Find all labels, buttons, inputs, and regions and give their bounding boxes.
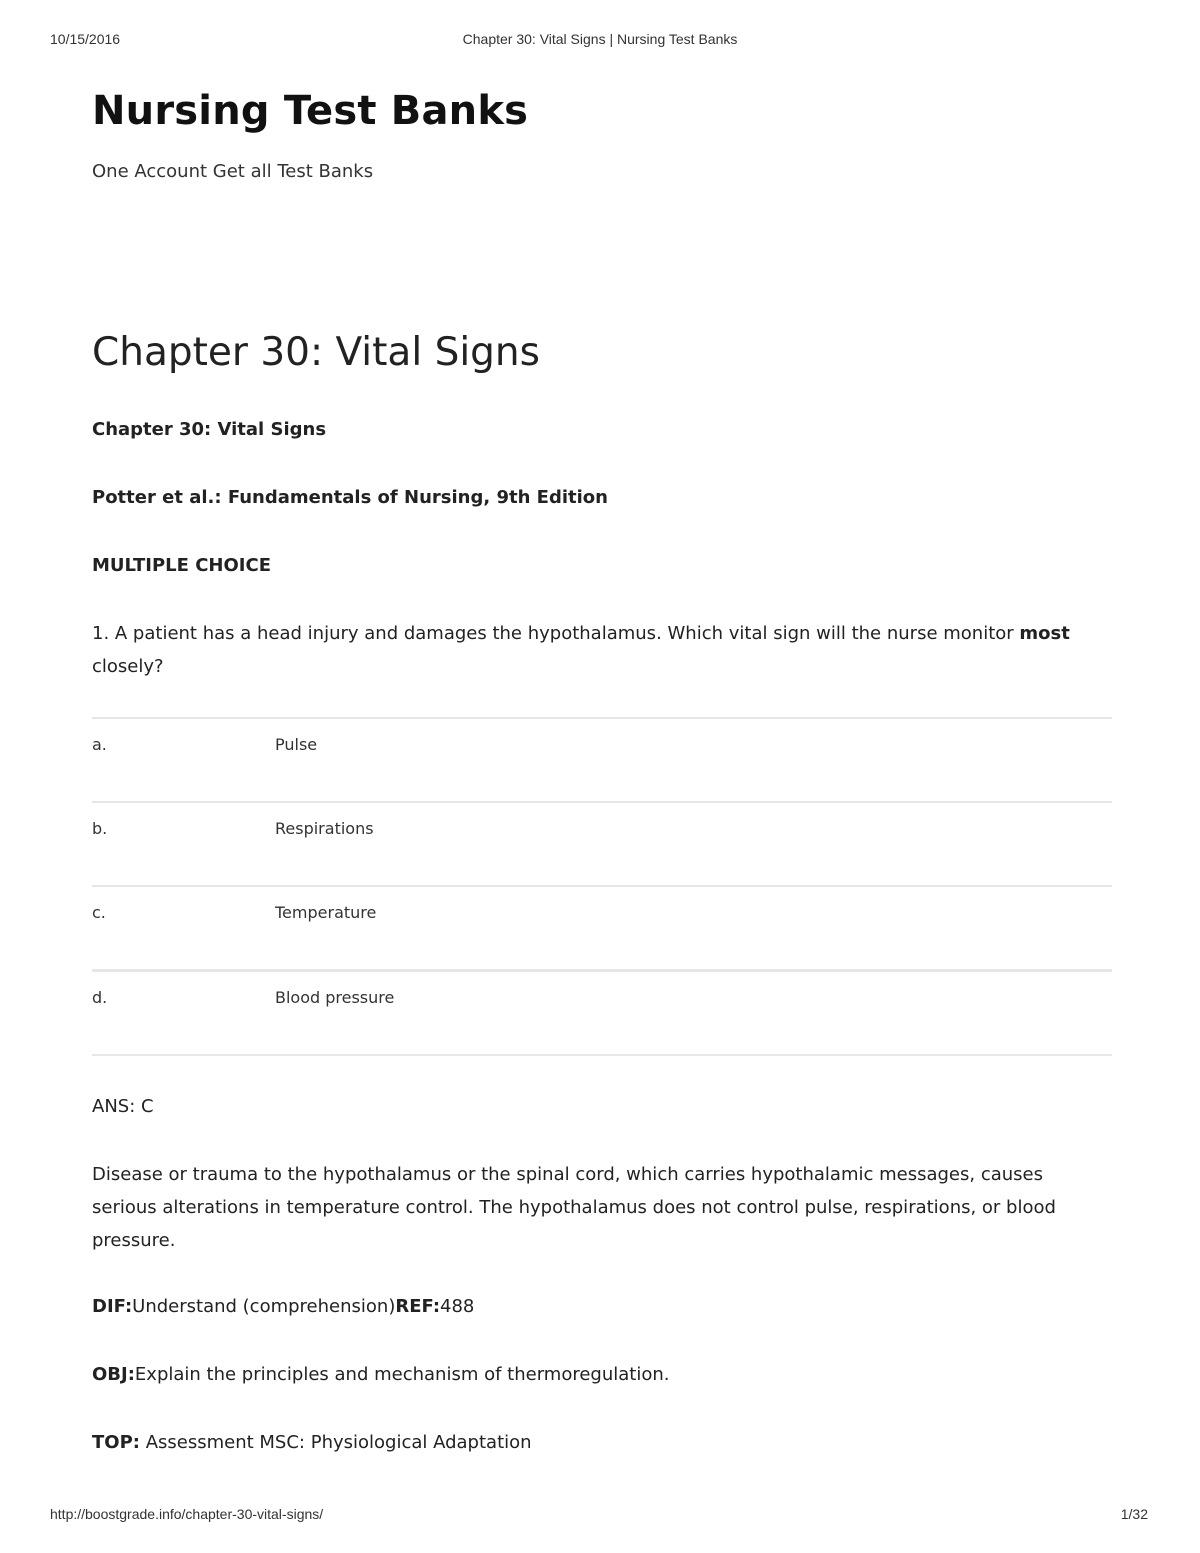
answer-key: ANS: C: [92, 1096, 154, 1117]
difficulty-reference: [92, 1290, 1092, 1323]
site-tagline: One Account Get all Test Banks: [92, 161, 374, 182]
option-text: Pulse: [275, 735, 318, 754]
option-text: Temperature: [275, 903, 377, 922]
answer-options-table: [92, 717, 1112, 1056]
section-heading: MULTIPLE CHOICE: [92, 555, 271, 576]
option-letter: d.: [92, 988, 108, 1007]
obj-value: Explain the principles and mechanism of thermoregulation.: [134, 1364, 670, 1385]
option-row: [92, 803, 1112, 887]
print-footer: [0, 1506, 1200, 1524]
option-row: [92, 887, 1112, 972]
rationale: Disease or trauma to the hypothalamus or the spinal cord, which carries hypothalamic messages, causes serious alterations in temperature control. The hypothalamus does not control pulse, respirations, or blood pressure.: [92, 1164, 1056, 1251]
book-reference: Potter et al.: Fundamentals of Nursing, 9th Edition: [92, 487, 608, 508]
print-header: [0, 31, 1200, 49]
question-text: [92, 617, 1092, 683]
chapter-title: Chapter 30: Vital Signs: [92, 330, 540, 375]
objective: [92, 1358, 1092, 1391]
question-emphasis: most: [1019, 623, 1070, 644]
chapter-subheading: Chapter 30: Vital Signs: [92, 419, 327, 440]
page-url[interactable]: http://boostgrade.info/chapter-30-vital-signs/: [50, 1506, 324, 1522]
top-value: Assessment MSC: Physiological Adaptation: [139, 1432, 532, 1453]
ref-value: 488: [440, 1296, 475, 1317]
option-letter: a.: [92, 735, 107, 754]
topic: [92, 1426, 1092, 1459]
option-text: Blood pressure: [275, 988, 395, 1007]
page-number: 1/32: [1120, 1506, 1148, 1522]
option-letter: b.: [92, 819, 108, 838]
question-text-end: closely?: [92, 656, 164, 677]
question-text-start: 1. A patient has a head injury and damages the hypothalamus. Which vital sign will the nurse monitor: [92, 623, 1020, 644]
dif-value: Understand (comprehension): [132, 1296, 396, 1317]
option-text: Respirations: [275, 819, 374, 838]
print-page-title: Chapter 30: Vital Signs | Nursing Test Banks: [462, 31, 738, 47]
top-label: TOP:: [92, 1432, 140, 1453]
option-letter: c.: [92, 903, 106, 922]
obj-label: OBJ:: [92, 1364, 135, 1385]
ref-label: REF:: [395, 1296, 441, 1317]
print-date: 10/15/2016: [50, 31, 121, 47]
option-row: [92, 719, 1112, 803]
option-row: [92, 972, 1112, 1056]
dif-label: DIF:: [92, 1296, 133, 1317]
site-title[interactable]: Nursing Test Banks: [92, 88, 529, 134]
